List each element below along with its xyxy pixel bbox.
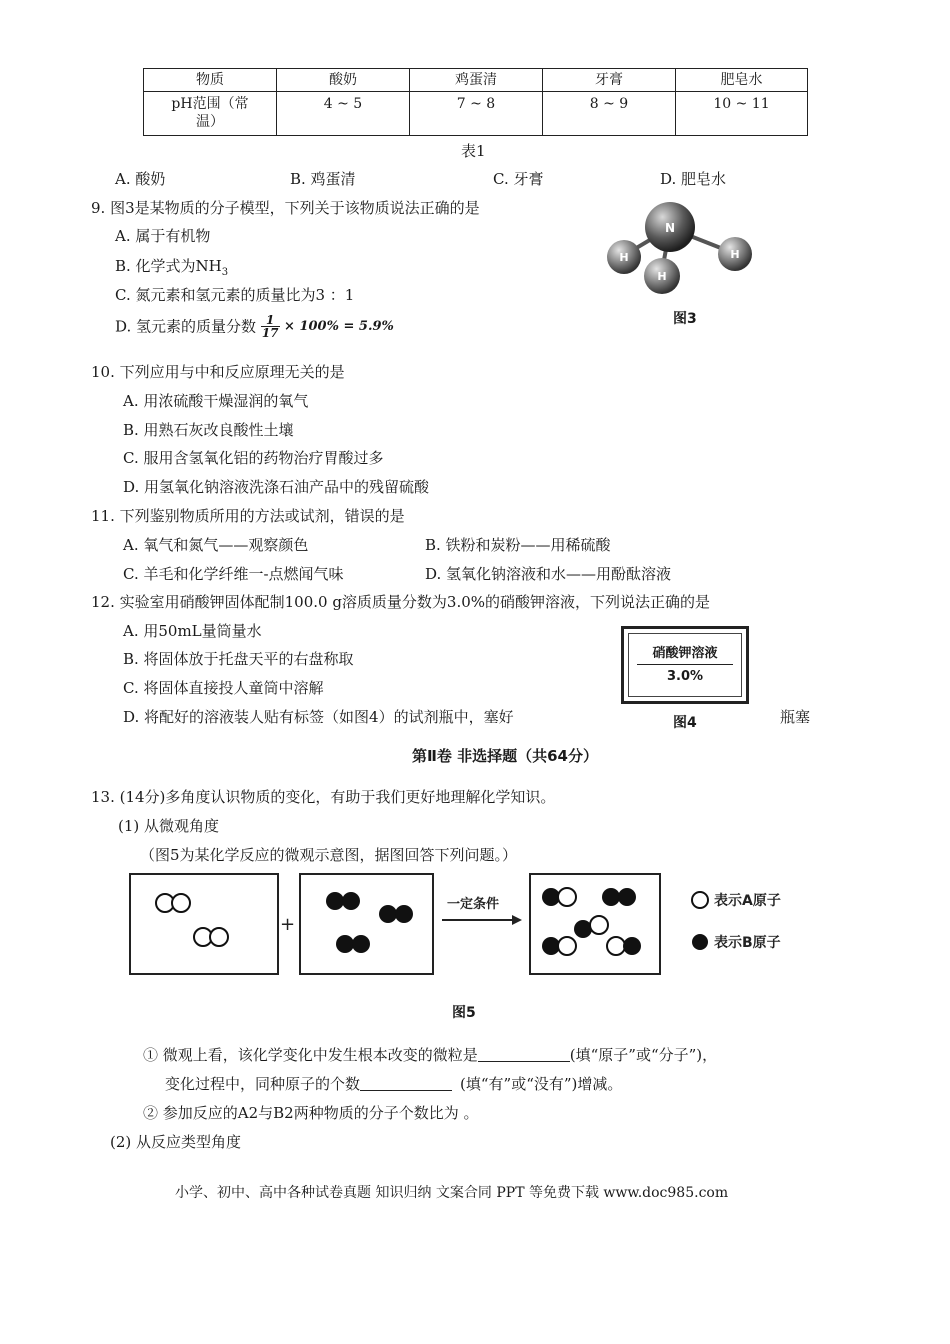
table-row-label: pH范围（常温）	[144, 92, 277, 136]
q12-option-d-end: 瓶塞	[780, 708, 811, 726]
q8-option-d: D. 肥皂水	[660, 170, 727, 188]
q9-option-a: A. 属于有机物	[115, 227, 211, 245]
label-title: 硝酸钾溶液	[637, 642, 733, 665]
page-footer: 小学、初中、高中各种试卷真题 知识归纳 文案合同 PPT 等免费下载 www.doc985.com	[175, 1185, 729, 1201]
q10-option-b: B. 用熟石灰改良酸性土壤	[123, 421, 294, 439]
table-header-cell: 肥皂水	[676, 69, 808, 92]
table-caption: 表1	[461, 142, 486, 160]
q9-option-c: C. 氮元素和氢元素的质量比为3 ：1	[115, 286, 355, 304]
q9-stem: 9. 图3是某物质的分子模型，下列关于该物质说法正确的是	[91, 199, 480, 217]
q12-option-c: C. 将固体直接投人童筒中溶解	[123, 679, 324, 697]
table-cell: 7 ~ 8	[410, 92, 543, 136]
svg-text:表示B原子: 表示B原子	[714, 935, 781, 951]
svg-text:一定条件: 一定条件	[447, 897, 500, 912]
q9-option-b: B. 化学式为$NH_3$	[115, 257, 229, 278]
answer-blank[interactable]	[478, 1047, 570, 1062]
q8-option-b: B. 鸡蛋清	[290, 170, 356, 188]
table-cell: 4 ~ 5	[277, 92, 410, 136]
svg-text:H: H	[657, 270, 667, 283]
q10-option-c: C. 服用含氢氧化铝的药物治疗胃酸过多	[123, 449, 384, 467]
q13-sub1-line2: 变化过程中，同种原子的个数 (填“有”或“没有”)增减。	[165, 1075, 623, 1093]
reagent-label-figure	[621, 626, 749, 704]
table-cell: 8 ~ 9	[543, 92, 676, 136]
svg-text:H: H	[619, 251, 629, 264]
svg-text:表示A原子: 表示A原子	[714, 893, 781, 909]
plus-sign: +	[280, 914, 296, 935]
svg-text:H: H	[730, 248, 740, 261]
q11-stem: 11. 下列鉴别物质所用的方法或试剂，错误的是	[91, 507, 405, 525]
q9-option-d: D. 氢元素的质量分数 $\frac{1}{17}$ × 100% = 5.9%	[115, 313, 394, 340]
ph-table	[143, 68, 808, 136]
q13-stem: 13. (14分)多角度认识物质的变化，有助于我们更好地理解化学知识。	[91, 788, 556, 806]
q13-sub2: ② 参加反应的A2与B2两种物质的分子个数比为 。	[143, 1104, 479, 1122]
q12-option-b: B. 将固体放于托盘天平的右盘称取	[123, 650, 354, 668]
q11-option-d: D. 氢氧化钠溶液和水——用酚酞溶液	[425, 565, 672, 583]
q12-option-d: D. 将配好的溶液装人贴有标签（如图4）的试剂瓶中，塞好	[123, 708, 514, 726]
table-header-cell: 牙膏	[543, 69, 676, 92]
label-value: 3.0%	[666, 669, 704, 684]
q13-part1: (1) 从微观角度	[118, 817, 220, 835]
q12-option-a: A. 用50mL量筒量水	[123, 622, 262, 640]
q12-stem: 12. 实验室用硝酸钾固体配制100.0 g溶质质量分数为3.0%的硝酸钾溶液，下列说法正确的是	[91, 593, 711, 611]
table-header-cell: 物质	[144, 69, 277, 92]
svg-text:N: N	[664, 221, 676, 235]
table-cell: 10 ~ 11	[676, 92, 808, 136]
q11-option-c: C. 羊毛和化学纤维一-点燃闻气味	[123, 565, 344, 583]
section-title: 第Ⅱ卷 非选择题（共64分）	[412, 747, 598, 765]
table-header-cell: 酸奶	[277, 69, 410, 92]
answer-blank[interactable]	[360, 1076, 452, 1091]
q13-sub1-line1: ① 微观上看，该化学变化中发生根本改变的微粒是 (填“原子”或“分子”)，	[143, 1046, 718, 1064]
q10-stem: 10. 下列应用与中和反应原理无关的是	[91, 363, 345, 381]
q11-option-b: B. 铁粉和炭粉——用稀硫酸	[425, 536, 611, 554]
reaction-diagram	[120, 868, 820, 983]
q13-part1-note: （图5为某化学反应的微观示意图，据图回答下列问题。）	[140, 846, 518, 864]
q10-option-d: D. 用氢氧化钠溶液洗涤石油产品中的残留硫酸	[123, 478, 430, 496]
table-row	[144, 92, 808, 136]
table-row	[144, 69, 808, 92]
q8-option-a: A. 酸奶	[115, 170, 166, 188]
q13-part2: (2) 从反应类型角度	[110, 1133, 242, 1151]
fig4-caption: 图4	[673, 715, 697, 731]
table-header-cell: 鸡蛋清	[410, 69, 543, 92]
fig5-caption: 图5	[452, 1005, 476, 1021]
q10-option-a: A. 用浓硫酸干燥湿润的氧气	[123, 392, 309, 410]
mass-fraction-formula: $\frac{1}{17}$ × 100% = 5.9%	[261, 313, 394, 340]
q11-option-a: A. 氧气和氮气——观察颜色	[123, 536, 309, 554]
fig3-caption: 图3	[673, 311, 697, 327]
q8-option-c: C. 牙膏	[493, 170, 544, 188]
